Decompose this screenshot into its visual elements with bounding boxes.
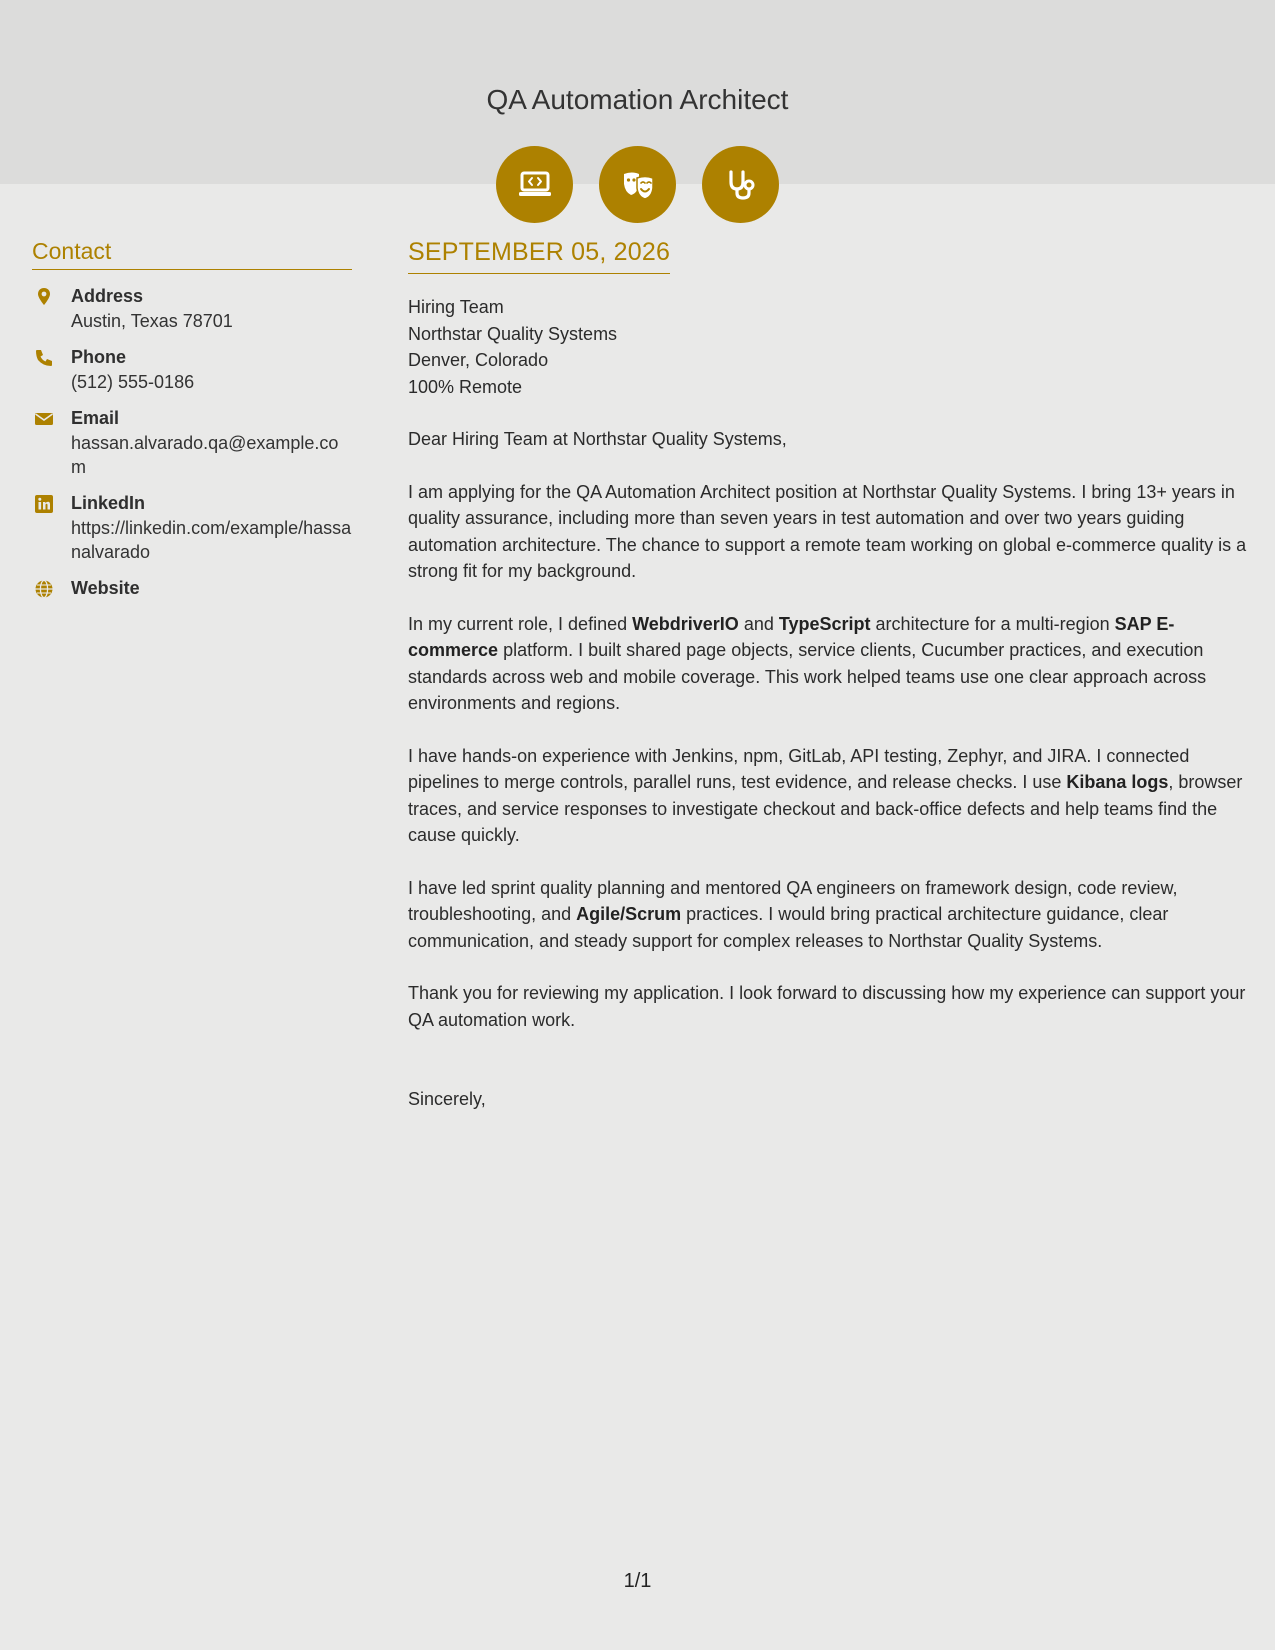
keyword-webdriverio: WebdriverIO — [632, 613, 739, 634]
email-value[interactable]: hassan.alvarado.qa@example.com — [71, 433, 339, 477]
contact-phone — [32, 345, 352, 394]
phone-label: Phone — [71, 347, 127, 367]
letter-date: SEPTEMBER 05, 2026 — [408, 238, 670, 274]
linkedin-label: LinkedIn — [71, 493, 146, 513]
keyword-kibana-logs: Kibana logs — [1066, 772, 1169, 792]
phone-value: (512) 555-0186 — [71, 372, 195, 392]
contact-email — [32, 406, 352, 479]
contact-sidebar — [32, 238, 352, 613]
address-value: Austin, Texas 78701 — [71, 311, 233, 331]
contact-website — [32, 576, 352, 601]
page-number: 1/1 — [623, 1570, 652, 1592]
website-label[interactable]: Website — [71, 578, 140, 598]
linkedin-icon — [34, 494, 54, 514]
keyword-typescript: TypeScript — [778, 613, 871, 634]
text-run: and — [738, 613, 779, 634]
text-run: In my current role, I defined — [408, 613, 633, 634]
theater-masks-icon — [599, 146, 676, 223]
recipient-line: Denver, Colorado — [408, 350, 549, 370]
recipient-line: Hiring Team — [408, 297, 504, 317]
contact-heading: Contact — [32, 238, 352, 270]
address-label: Address — [71, 286, 144, 306]
closing: Sincerely, — [408, 1089, 486, 1109]
contact-linkedin — [32, 491, 352, 564]
paragraph-tooling — [408, 743, 1250, 849]
recipient-line: 100% Remote — [408, 376, 523, 397]
envelope-icon — [34, 409, 54, 429]
paragraph-current-role — [408, 611, 1250, 717]
laptop-code-icon — [496, 146, 573, 223]
text-run: I have led sprint quality planning and mentored QA engineers on framework design, code review, troubleshooting, and — [408, 877, 1178, 924]
cover-letter — [408, 238, 1250, 1113]
keyword-agile-scrum: Agile/Scrum — [576, 904, 682, 924]
recipient-block — [408, 294, 1250, 400]
email-label: Email — [71, 408, 120, 428]
interest-icons — [0, 146, 1275, 223]
text-run: , browser traces, and service responses to investigate checkout and back-office defects and help teams find the cause quickly. — [408, 772, 1243, 845]
text-run: architecture for a multi-region — [870, 613, 1115, 634]
phone-icon — [34, 348, 54, 368]
text-run: platform. I built shared page objects, service clients, Cucumber practices, and execution standards across web and mobile coverage. This work helped teams use one clear approach across environments and regions. — [408, 640, 1207, 713]
text-run: I have hands-on experience with Jenkins, npm, GitLab, API testing, Zephyr, and JIRA. I connected pipelines to merge controls, parallel runs, test evidence, and release checks. I use — [408, 745, 1190, 792]
paragraph-thanks: Thank you for reviewing my application. I look forward to discussing how my experience can support your QA automation work. — [408, 983, 1246, 1030]
stethoscope-icon — [702, 146, 779, 223]
contact-address — [32, 284, 352, 333]
job-title: QA Automation Architect — [486, 84, 789, 115]
recipient-line: Northstar Quality Systems — [408, 323, 618, 344]
map-pin-icon — [34, 287, 54, 307]
keyword-sap-ecommerce: SAP E-commerce — [408, 613, 1175, 660]
paragraph-leadership — [408, 875, 1250, 955]
salutation: Dear Hiring Team at Northstar Quality Systems, — [408, 429, 787, 449]
linkedin-value[interactable]: https://linkedin.com/example/hassanalvarado — [71, 518, 352, 562]
text-run: practices. I would bring practical architecture guidance, clear communication, and steady support for complex releases to Northstar Quality Systems. — [408, 904, 1169, 951]
paragraph-intro: I am applying for the QA Automation Architect position at Northstar Quality Systems. I bring 13+ years in quality assurance, including more than seven years in test automation and over two years guiding automation architecture. The chance to support a remote team working on global e-commerce quality is a strong fit for my background. — [408, 481, 1247, 581]
globe-icon — [34, 579, 54, 599]
